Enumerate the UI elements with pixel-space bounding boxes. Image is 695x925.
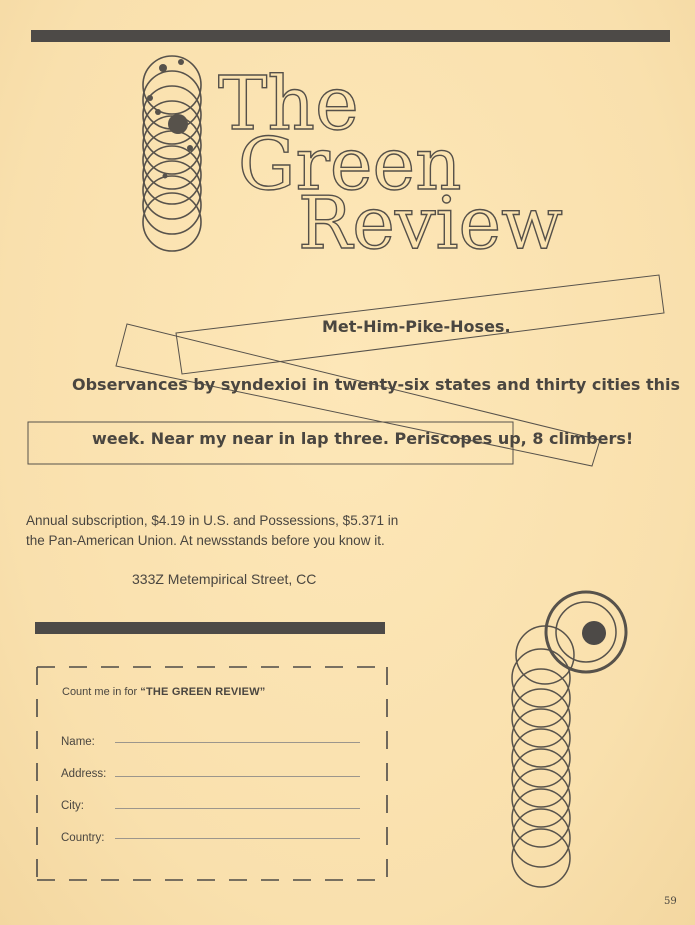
subscription-text bbox=[26, 511, 486, 551]
title-green: Green bbox=[238, 122, 462, 206]
title-the: The bbox=[218, 61, 359, 147]
page-number: 59 bbox=[664, 896, 677, 907]
name-label: Name: bbox=[61, 736, 95, 748]
coupon-rule bbox=[35, 622, 385, 634]
masthead bbox=[0, 0, 695, 270]
country-label: Country: bbox=[61, 832, 105, 844]
headline-3: week. Near my near in lap three. Periscopes up, 8 climbers! bbox=[92, 429, 634, 448]
address-label: Address: bbox=[61, 768, 107, 780]
address-field[interactable] bbox=[115, 776, 360, 777]
ring-column-logo-icon bbox=[143, 56, 201, 251]
city-field[interactable] bbox=[115, 808, 360, 809]
subscription-line-1: Annual subscription, $4.19 in U.S. and Possessions, $5.371 in bbox=[26, 513, 399, 528]
country-field[interactable] bbox=[115, 838, 360, 839]
city-label: City: bbox=[61, 800, 84, 812]
street-address: 333Z Metempirical Street, CC bbox=[132, 571, 317, 587]
coupon-intro bbox=[62, 686, 266, 698]
headline-2: Observances by syndexioi in twenty-six states and thirty cities this bbox=[72, 375, 680, 394]
name-field[interactable] bbox=[115, 742, 360, 743]
title-review: Review bbox=[298, 181, 563, 265]
coupon-intro-text: Count me in for bbox=[62, 686, 138, 698]
coupon-brand: “THE GREEN REVIEW” bbox=[140, 686, 266, 698]
headline-1: Met-Him-Pike-Hoses. bbox=[322, 317, 511, 336]
subscription-line-2: the Pan-American Union. At newsstands before you know it. bbox=[26, 533, 385, 548]
